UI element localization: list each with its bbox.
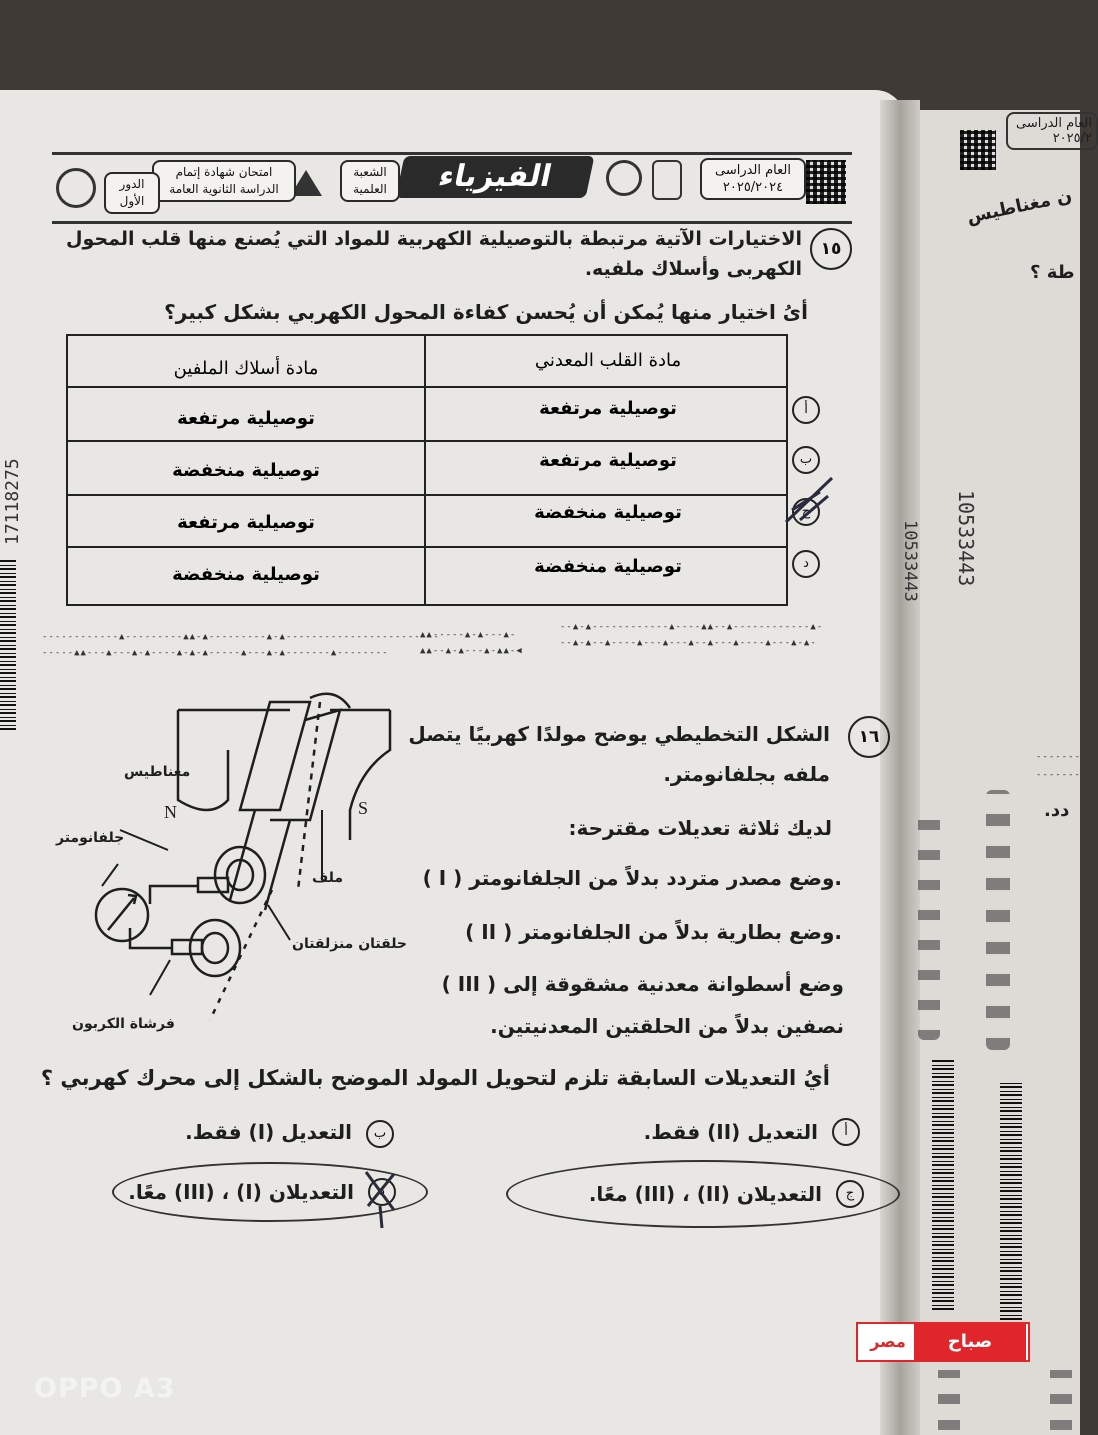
question-15-prompt: أىُ اختيار منها يُمكن أن يُحسن كفاءة المحول الكهربي بشكل كبير؟ <box>164 300 808 324</box>
site-logo: صباح مصر <box>856 1322 1030 1362</box>
icon-column <box>938 1370 960 1430</box>
separator-line: ▲▲--▲-▲---▲-▲▲-◀ <box>420 646 523 656</box>
camera-watermark: OPPO A3 <box>34 1373 176 1404</box>
coil-label: ملف <box>312 870 344 886</box>
separator-line: ▲▲-----▲-▲---▲- <box>420 630 517 640</box>
right-page-text-3: دد. <box>1044 800 1070 821</box>
q15-option-b[interactable]: ب <box>792 446 820 474</box>
question-16-stem-line1: الشكل التخطيطي يوضح مولدًا كهربيًا يتصل <box>408 722 830 746</box>
q16-option-c[interactable]: ج <box>836 1180 864 1208</box>
modification-3-line1: ( III ) وضع أسطوانة معدنية مشقوقة إلى <box>441 972 844 996</box>
right-page-header: العام الدراسى ٢٠٢٥/٢ <box>1006 112 1098 150</box>
row-a-core: توصيلية مرتفعة <box>539 398 677 419</box>
q15-option-d[interactable]: د <box>792 550 820 578</box>
right-barcode <box>932 1060 954 1310</box>
cross-mark-icon <box>360 1166 400 1232</box>
left-barcode <box>0 560 16 730</box>
pen-mark-icon <box>780 470 840 530</box>
generator-diagram <box>60 690 420 1040</box>
row-d-wires: توصيلية منخفضة <box>172 564 320 585</box>
row-d-core: توصيلية منخفضة <box>534 556 682 577</box>
question-15-stem-line2: الكهربى وأسلاك ملفيه. <box>584 258 802 280</box>
answer-circle-mark <box>506 1160 900 1228</box>
right-page-qr-code <box>960 130 996 170</box>
separator-line: --▲-▲------------▲----▲▲--▲------------▲- <box>560 622 824 632</box>
branch-box: الشعبة العلمية <box>340 160 400 202</box>
magnet-label: مغناطيس <box>124 764 191 780</box>
question-15-number: ١٥ <box>810 228 852 270</box>
table-header-core: مادة القلب المعدني <box>534 350 682 371</box>
row-c-core: توصيلية منخفضة <box>534 502 682 523</box>
q15-option-c[interactable]: ج <box>792 498 820 526</box>
row-b-core: توصيلية مرتفعة <box>539 450 677 471</box>
modification-2: ( II ) وضع بطارية بدلاً من الجلفانومتر. <box>465 920 842 944</box>
question-16-stem-line2: ملفه بجلفانومتر. <box>663 762 830 786</box>
q16-option-b-text: التعديل (I) فقط. <box>185 1120 352 1144</box>
separator-line: -----▲▲---▲---▲-▲----▲-▲-▲-----▲---▲-▲-------▲-------- <box>42 648 389 658</box>
question-16-number: ١٦ <box>848 716 890 758</box>
separator-line: ------- <box>1036 770 1081 780</box>
qr-code <box>806 160 846 204</box>
question-16-prompt: أيُ التعديلات السابقة تلزم لتحويل المولد الموضح بالشكل إلى محرك كهربي ؟ <box>40 1066 830 1090</box>
question-16-intro: لديك ثلاثة تعديلات مقترحة: <box>568 816 832 840</box>
separator-line: ------- <box>1036 752 1081 762</box>
book-binding <box>880 100 920 1435</box>
carbon-brush-label: فرشاة الكربون <box>72 1016 175 1032</box>
modification-3-line2: نصفين بدلاً من الحلقتين المعدنيتين. <box>490 1014 844 1038</box>
row-b-wires: توصيلية منخفضة <box>172 460 320 481</box>
q16-option-d-text: التعديلان (I) ، (III) معًا. <box>128 1180 354 1204</box>
logo-icon <box>606 160 642 196</box>
icon-column <box>1050 1370 1072 1430</box>
exam-round-box: الدور الأول <box>104 172 160 214</box>
row-c-wires: توصيلية مرتفعة <box>177 512 315 533</box>
badge-icon <box>652 160 682 200</box>
q16-option-d[interactable]: د <box>368 1178 396 1206</box>
q15-option-a[interactable]: أ <box>792 396 820 424</box>
q16-option-a-text: التعديل (II) فقط. <box>643 1120 818 1144</box>
right-serial-number: 10533443 <box>954 490 978 587</box>
north-pole-label: N <box>164 802 177 822</box>
options-table <box>66 334 788 606</box>
academic-year-box: العام الدراسى ٢٠٢٥/٢٠٢٤ <box>700 158 806 200</box>
q16-option-a[interactable]: أ <box>832 1118 860 1146</box>
slip-rings-label: حلقتان منزلقتان <box>292 936 408 952</box>
right-barcode <box>1000 1080 1022 1320</box>
row-a-wires: توصيلية مرتفعة <box>177 408 315 429</box>
south-pole-label: S <box>358 798 369 818</box>
q16-option-c-text: التعديلان (II) ، (III) معًا. <box>588 1182 822 1206</box>
subject-title: الفيزياء <box>396 156 595 198</box>
q16-option-b[interactable]: ب <box>366 1120 394 1148</box>
icon-column <box>918 800 940 1040</box>
galvanometer-label: جلفانومتر <box>56 830 125 846</box>
middle-serial-number: 10533443 <box>900 520 920 602</box>
exam-name-box: امتحان شهادة إتمام الدراسة الثانوية العامة <box>152 160 296 202</box>
right-page-text-1: ن مغناطيس <box>964 185 1074 228</box>
right-page-text-2: طة ؟ <box>1030 262 1075 283</box>
separator-line: --▲-▲--▲----▲---▲---▲--▲---▲----▲---▲-▲- <box>560 638 817 648</box>
icon-column <box>986 790 1010 1050</box>
question-15-stem-line1: الاختيارات الآتية مرتبطة بالتوصيلية الكهربية للمواد التي يُصنع منها قلب المحول <box>66 228 802 250</box>
modification-1: ( I ) وضع مصدر متردد بدلاً من الجلفانومتر. <box>422 866 842 890</box>
separator-line: ------------▲---------▲▲-▲---------▲-▲------------------------ <box>42 632 440 642</box>
lightbulb-icon <box>56 168 96 208</box>
left-serial-number: 17118275 <box>2 458 23 545</box>
table-header-wires: مادة أسلاك الملفين <box>173 358 319 379</box>
